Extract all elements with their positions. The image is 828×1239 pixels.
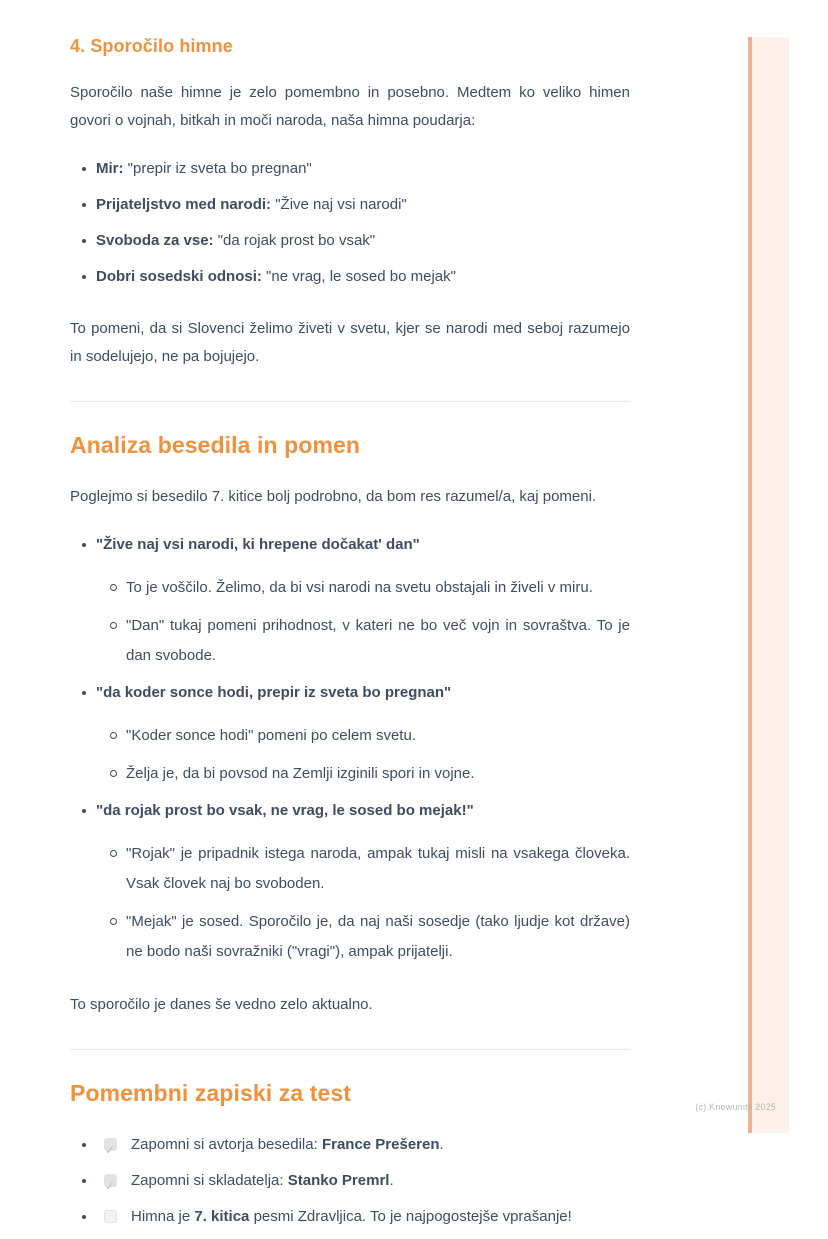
checklist-item: [82, 1131, 630, 1159]
section-heading-analiza: Analiza besedila in pomen: [70, 432, 361, 458]
page-accent-stripe: [748, 37, 789, 1133]
checklist-item: [82, 1203, 630, 1231]
list-item: [82, 227, 630, 255]
sub-list-item: "Mejak" je sosed. Sporočilo je, da naj naši sosedje (tako ljudje kot države) ne bodo naši sovražniki ("vragi"), ampak prijatelji.: [110, 907, 630, 967]
sub-bullet-list: [96, 721, 630, 789]
checklist-post-text: .: [439, 1136, 444, 1153]
list-item: [82, 263, 630, 291]
check-icon: ✓: [105, 1179, 116, 1193]
bullet-label: Mir:: [96, 160, 124, 177]
checklist-item-text: [131, 1167, 630, 1195]
check-icon: ✓: [105, 1143, 116, 1157]
checklist-post-text: pesmi Zdravljica. To je najpogostejše vprašanje!: [249, 1208, 572, 1225]
checklist-item-text: [131, 1203, 630, 1231]
checklist-item: [82, 1167, 630, 1195]
sub-list-item: Želja je, da bi povsod na Zemlji izginili spori in vojne.: [110, 759, 630, 789]
checklist-pre-text: Himna je: [131, 1208, 195, 1225]
checklist-bold-text: 7. kitica: [194, 1208, 250, 1225]
checklist-pre-text: Zapomni si skladatelja:: [131, 1172, 288, 1189]
list-item: [82, 679, 630, 789]
checklist-item-text: [131, 1131, 630, 1159]
sub-list-item: "Rojak" je pripadnik istega naroda, ampak tukaj misli na vsakega človeka. Vsak človek naj bo svoboden.: [110, 839, 630, 899]
bullet-label: Dobri sosedski odnosi:: [96, 268, 262, 285]
checkbox-unchecked-icon[interactable]: [104, 1210, 117, 1223]
checkbox-checked-icon[interactable]: [104, 1174, 117, 1193]
bullet-label: Svoboda za vse:: [96, 232, 214, 249]
list-item: [82, 531, 630, 671]
analysis-bullet-list: [70, 531, 630, 967]
bullet-text: "prepir iz sveta bo pregnan": [127, 160, 312, 177]
message-bullet-list: [70, 155, 630, 291]
copyright-label: (c) Knowunity 2025: [695, 1102, 776, 1112]
checklist-pre-text: Zapomni si avtorja besedila:: [131, 1136, 322, 1153]
paragraph-outro-message: To pomeni, da si Slovenci želimo živeti v svetu, kjer se narodi med seboj razumejo in sodelujejo, ne pa bojujejo.: [70, 320, 630, 365]
bullet-text: "Žive naj vsi narodi": [275, 196, 407, 213]
sub-list-item: "Koder sonce hodi" pomeni po celem svetu.: [110, 721, 630, 751]
bullet-text: "da rojak prost bo vsak": [217, 232, 376, 249]
paragraph-intro-message: Sporočilo naše himne je zelo pomembno in posebno. Medtem ko veliko himen govori o vojnah, bitkah in moči naroda, naša himna poudarja:: [70, 84, 630, 129]
paragraph-outro-analysis: To sporočilo je danes še vedno zelo aktualno.: [70, 996, 373, 1013]
bullet-text: "ne vrag, le sosed bo mejak": [266, 268, 456, 285]
section-heading-sporocilo-himne: 4. Sporočilo himne: [70, 36, 233, 56]
sub-bullet-list: [96, 839, 630, 967]
sub-bullet-list: [96, 573, 630, 671]
section-divider: [70, 401, 630, 402]
paragraph-intro-analysis: Poglejmo si besedilo 7. kitice bolj podrobno, da bom res razumel/a, kaj pomeni.: [70, 488, 597, 505]
list-item: [82, 155, 630, 183]
quote-line: "da koder sonce hodi, prepir iz sveta bo pregnan": [96, 684, 452, 701]
checklist-post-text: .: [389, 1172, 394, 1189]
list-item: [82, 797, 630, 967]
checklist-bold-text: France Prešeren: [321, 1136, 440, 1153]
test-notes-checklist: [70, 1131, 630, 1231]
section-divider: [70, 1049, 630, 1050]
sub-list-item: "Dan" tukaj pomeni prihodnost, v kateri ne bo več vojn in sovraštva. To je dan svobode.: [110, 611, 630, 671]
sub-list-item: To je voščilo. Želimo, da bi vsi narodi na svetu obstajali in živeli v miru.: [110, 573, 630, 603]
quote-line: "da rojak prost bo vsak, ne vrag, le sosed bo mejak!": [96, 802, 474, 819]
section-heading-zapiski: Pomembni zapiski za test: [70, 1080, 352, 1106]
quote-line: "Žive naj vsi narodi, ki hrepene dočakat' dan": [96, 536, 420, 553]
checkbox-checked-icon[interactable]: [104, 1138, 117, 1157]
checklist-bold-text: Stanko Premrl: [287, 1172, 390, 1189]
bullet-label: Prijateljstvo med narodi:: [96, 196, 272, 213]
document-page: [70, 36, 630, 1239]
list-item: [82, 191, 630, 219]
